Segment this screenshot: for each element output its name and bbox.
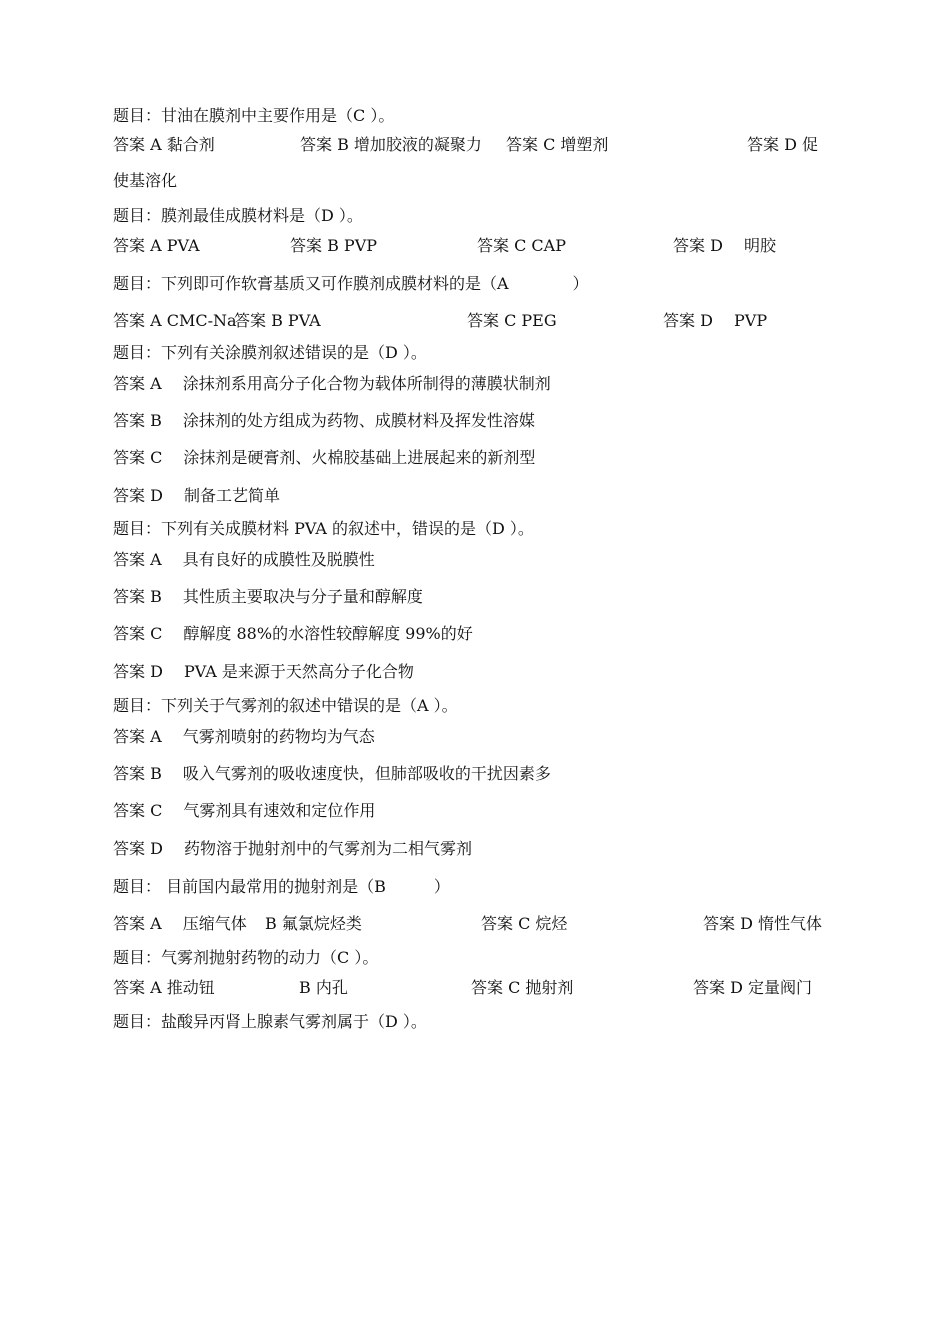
answer-a: 答案 A 涂抹剂系用高分子化合物为载体所制得的薄膜状制剂 bbox=[113, 374, 551, 393]
question-title: 题目：下列有关涂膜剂叙述错误的是（D ）。 bbox=[113, 343, 427, 362]
question-title: 题目：膜剂最佳成膜材料是（D ）。 bbox=[113, 206, 363, 225]
answer-b: 答案 B 涂抹剂的处方组成为药物、成膜材料及挥发性溶媒 bbox=[113, 411, 535, 430]
answer-c: 答案 C 醇解度 88%的水溶性较醇解度 99%的好 bbox=[113, 624, 473, 643]
answer-d: 答案 D PVP bbox=[663, 311, 768, 330]
answer-c: 答案 C 烷烃 bbox=[481, 914, 568, 933]
answer-d: 答案 D PVA 是来源于天然高分子化合物 bbox=[113, 662, 414, 681]
answer-b: 答案 B 其性质主要取决与分子量和醇解度 bbox=[113, 587, 423, 606]
answer-d: 答案 D 促 bbox=[747, 135, 819, 154]
answer-b: 答案 B PVP bbox=[290, 236, 378, 255]
answer-d: 答案 D 药物溶于抛射剂中的气雾剂为二相气雾剂 bbox=[113, 839, 473, 858]
answer-b: 答案 B PVA bbox=[234, 311, 321, 330]
answer-b: 答案 B 吸入气雾剂的吸收速度快，但肺部吸收的干扰因素多 bbox=[113, 764, 551, 783]
answer-b: B 氟氯烷烃类 bbox=[265, 914, 362, 933]
answer-d: 答案 D 明胶 bbox=[673, 236, 777, 255]
answer-d: 答案 D 定量阀门 bbox=[693, 978, 813, 997]
answer-d: 答案 D 惰性气体 bbox=[703, 914, 823, 933]
answer-a: 答案 A 具有良好的成膜性及脱膜性 bbox=[113, 550, 375, 569]
answer-c: 答案 C 涂抹剂是硬膏剂、火棉胶基础上进展起来的新剂型 bbox=[113, 448, 536, 467]
question-title: 题目：气雾剂抛射药物的动力（C ）。 bbox=[113, 948, 379, 967]
answer-b: B 内孔 bbox=[299, 978, 348, 997]
answer-a: 答案 A 黏合剂 bbox=[113, 135, 215, 154]
answer-a: 答案 A CMC-Na bbox=[113, 311, 237, 330]
answer-a: 答案 A PVA bbox=[113, 236, 200, 255]
answer-c: 答案 C 抛射剂 bbox=[471, 978, 574, 997]
question-title: 题目：盐酸异丙肾上腺素气雾剂属于（D ）。 bbox=[113, 1012, 427, 1031]
answer-d: 答案 D 制备工艺简单 bbox=[113, 486, 281, 505]
question-title: 题目： 目前国内最常用的抛射剂是（B ） bbox=[113, 877, 450, 896]
answer-c: 答案 C CAP bbox=[477, 236, 566, 255]
answer-a: 答案 A 气雾剂喷射的药物均为气态 bbox=[113, 727, 375, 746]
answer-b: 答案 B 增加胶液的凝聚力 bbox=[300, 135, 482, 154]
question-title: 题目：下列有关成膜材料 PVA 的叙述中，错误的是（D ）。 bbox=[113, 519, 534, 538]
answer-a: 答案 A 推动钮 bbox=[113, 978, 215, 997]
answer-a: 答案 A 压缩气体 bbox=[113, 914, 247, 933]
question-title: 题目：下列即可作软膏基质又可作膜剂成膜材料的是（A ） bbox=[113, 274, 589, 293]
question-title: 题目：甘油在膜剂中主要作用是（C ）。 bbox=[113, 106, 395, 125]
question-title: 题目：下列关于气雾剂的叙述中错误的是（A ）。 bbox=[113, 696, 458, 715]
answer-c: 答案 C 增塑剂 bbox=[506, 135, 609, 154]
answer-c: 答案 C 气雾剂具有速效和定位作用 bbox=[113, 801, 376, 820]
answer-c: 答案 C PEG bbox=[467, 311, 557, 330]
answer-d-continued: 使基溶化 bbox=[113, 171, 178, 190]
